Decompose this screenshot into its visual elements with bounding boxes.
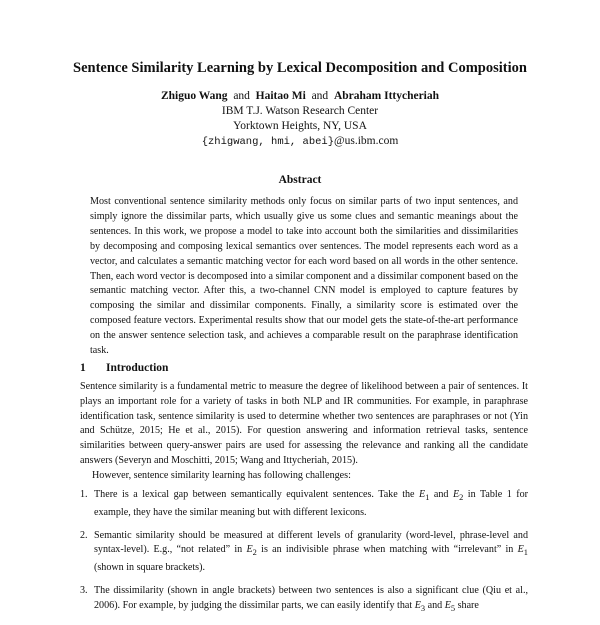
item-text: and — [429, 489, 453, 500]
location: Yorktown Heights, NY, USA — [233, 120, 367, 132]
and-word: and — [311, 90, 329, 102]
author-name: Haitao Mi — [255, 90, 306, 102]
item-text: in Table 1 for example, they have the similar meaning but with different lexicons. — [94, 489, 528, 518]
item-text: There is a lexical gap between semantically equivalent sentences. Take the — [94, 489, 420, 500]
intro-paragraph: Sentence similarity is a fundamental metric to measure the degree of likelihood between a pair of sentences. It plays an important role for a variety of tasks in both NLP and IR communities. For example, in paraphrase identification task, sentence similarity is used to determine whether two sentences are paraphrases or not (Yin and Schütze, 2015; He et al., 2015). For question answering and information retrieval tasks, sentence similarities between query-answer pairs are used for assessing the relevance and ranking all the candidate answers (Severyn and Moschitti, 2015; Wang and Ittycheriah, 2015). — [80, 381, 528, 466]
author-block — [40, 89, 560, 150]
math-var: E — [444, 599, 451, 611]
math-var: E — [246, 544, 253, 556]
author-names — [40, 89, 560, 104]
list-number: 1. — [80, 489, 88, 500]
author-name: Zhiguo Wang — [160, 90, 228, 102]
list-item — [80, 584, 528, 617]
item-text: (shown in square brackets). — [94, 562, 205, 574]
math-var: E — [517, 544, 524, 556]
section-heading — [80, 362, 168, 374]
paper-title: Sentence Similarity Learning by Lexical Decomposition and Composition — [73, 60, 527, 76]
list-number: 3. — [80, 585, 88, 597]
item-text: The dissimilarity (shown in angle brackets) between two sentences is also a significant clue (Qiu et al., 2006). For example, by judging the dissimilar parts, we can easily identify that — [94, 585, 528, 611]
math-var: E — [419, 489, 426, 500]
math-sub: 2 — [459, 493, 464, 503]
math-sub: 3 — [420, 603, 426, 613]
math-sub: 2 — [252, 548, 257, 558]
math-sub: 1 — [523, 548, 528, 558]
intro-paragraph: However, sentence similarity learning has following challenges: — [92, 469, 351, 481]
item-text: is an indivisible phrase when matching with “irrelevant” in — [256, 544, 518, 556]
list-number: 2. — [80, 529, 88, 541]
math-var: E — [452, 489, 460, 500]
intro-body — [80, 380, 528, 484]
author-name: Abraham Ittycheriah — [333, 90, 440, 102]
affiliation: IBM T.J. Watson Research Center — [221, 105, 379, 117]
section-title: Introduction — [106, 362, 169, 374]
list-item — [80, 529, 528, 576]
math-sub: 5 — [450, 603, 456, 613]
email-users: {zhigwang, hmi, abei} — [201, 136, 335, 148]
list-item — [80, 488, 528, 521]
and-word: and — [233, 90, 250, 102]
math-sub: 1 — [425, 493, 430, 503]
math-var: E — [414, 599, 421, 611]
email-domain: @us.ibm.com — [334, 135, 399, 147]
abstract-text: Most conventional sentence similarity methods only focus on similar parts of two input sentences, and simply ignore the dissimilar parts, which usually give us some clues and semantic meanings about the sentences. In this work, we propose a model to take into account both the similarities and dissimilarities by decomposing and composing lexical semantics over sentences. The model represents each word as a vector, and calculates a semantic matching vector for each word based on all words in the other sentence. Then, each word vector is decomposed into a similar component and a dissimilar component based on the semantic matching vector. After this, a two-channel CNN model is employed to capture features by composing the similar and dissimilar components. Finally, a similarity score is estimated over the composed feature vectors. Experimental results show that our model gets the state-of-the-art performance on the answer sentence selection task, and achieves a comparable result on the paraphrase identification task. — [90, 196, 518, 357]
challenge-list — [80, 488, 528, 625]
item-text: share — [455, 599, 479, 611]
item-text: and — [425, 599, 445, 611]
abstract-heading: Abstract — [278, 174, 322, 186]
email-line — [40, 134, 560, 150]
item-text: Semantic similarity should be measured at different levels of granularity (word-level, phrase-level and syntax-level). E.g., “not related” in — [94, 529, 528, 556]
section-number: 1 — [80, 362, 86, 374]
